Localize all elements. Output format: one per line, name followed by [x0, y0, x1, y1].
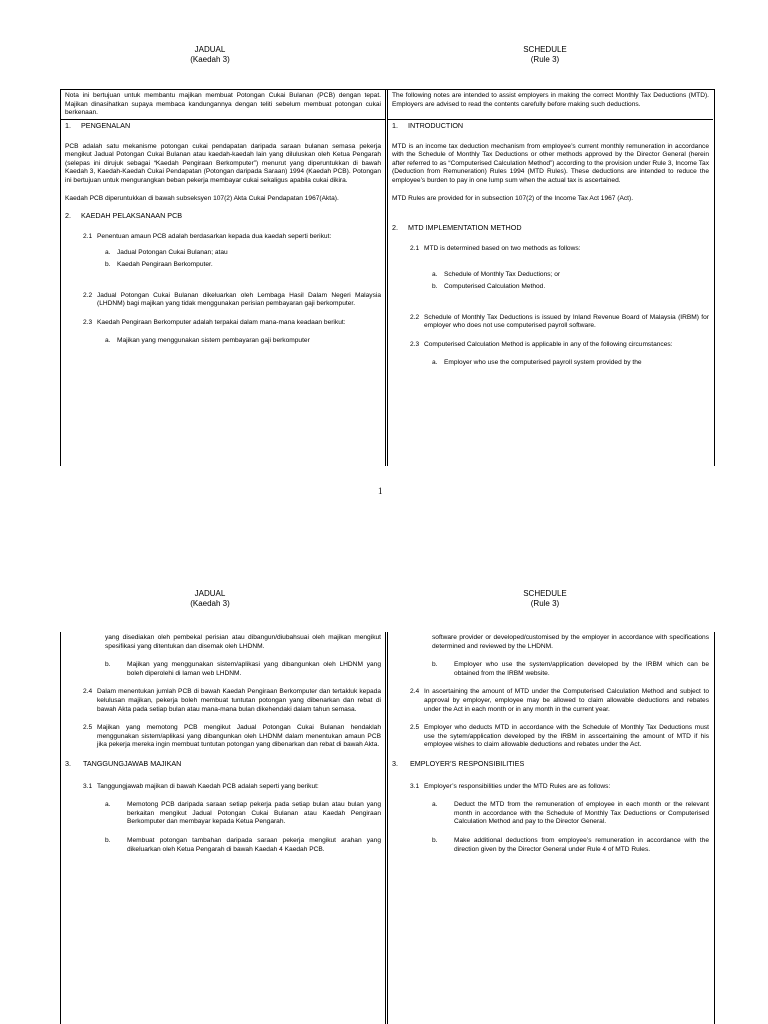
list-item: b. Employer who use the system/application developed by the IRBM which can be obtained from the IRBM website. — [432, 661, 709, 677]
continued-text: software provider or developed/customised by the employer in accordance with specifications determined and reviewed by the LHDNM. — [432, 634, 709, 650]
list-item: b. Kaedah Pengiraan Berkomputer. — [105, 260, 213, 268]
clause-2-2: 2.2 Schedule of Monthly Tax Deductions is issued by Inland Revenue Board of Malaysia (IRBM) for employer who does not use computerised payroll software. — [410, 313, 709, 330]
paragraph: MTD is an income tax deduction mechanism from employee’s current monthly remuneration in accordance with the Schedule of Monthly Tax Deductions or other methods approved by the Director General (herein after referred to as “Computerised Calculation Method”) according to the provision under Rule 3, Income Tax (Deduction from Remuneration) Rules 1994 (MTD Rules). These deductions are intended to reduce the employee’s burden to pay in one lump sum when the actual tax is ascertained. — [392, 142, 709, 184]
paragraph: PCB adalah satu mekanisme potongan cukai pendapatan daripada saraan bulanan semasa pekerja mengikut Jadual Potongan Cukai Bulanan atau kaedah-kaedah lain yang diluluskan oleh Ketua Pengarah (selepas ini dirujuk sebagai “Kaedah Pengiraan Berkomputer”) menurut yang diperuntukkan di bawah Kaedah 3, Kaedah-Kaedah Cukai Pendapatan (Potongan daripada Saraan) 1994 (Kaedah PCB). Potongan ini bertujuan untuk mengurangkan beban pekerja membayar cukai sekaligus apabila cukai dikira. — [65, 142, 381, 184]
list-item: b. Computerised Calculation Method. — [432, 282, 546, 290]
header-left — [60, 45, 360, 65]
header-left — [60, 589, 360, 609]
clause-2-1: 2.1 MTD is determined based on two methods as follows: — [410, 244, 581, 252]
list-item: a. Memotong PCB daripada saraan setiap pekerja pada setiap bulan atau bulan yang berkaitan mengikut Jadual Potongan Cukai Bulanan atau Kaedah Pengiraan Berkomputer dan membayar kepada Ketua Pengarah. — [105, 801, 381, 826]
intro-note-malay: Nota ini bertujuan untuk membantu majikan membuat Potongan Cukai Bulanan (PCB) dengan tepat. Majikan dinasihatkan supaya membaca kandungannya dengan teliti sebelum membuat potongan cukai berkenaan. — [61, 90, 385, 120]
page-number: 1 — [378, 486, 383, 496]
header-left-title: JADUAL — [194, 45, 226, 54]
list-item: a. Deduct the MTD from the remuneration of employee in each month or the relevant month in accordance with the Schedule of Monthly Tax Deductions or Computerised Calculation Method and pay to the Director General. — [432, 801, 709, 826]
clause-3-1: 3.1 Employer’s responsibilities under the MTD Rules are as follows: — [410, 782, 611, 790]
header-left-title: JADUAL — [194, 589, 226, 598]
header-right-title: SCHEDULE — [523, 45, 567, 54]
english-column — [388, 632, 713, 1024]
list-item: b. Make additional deductions from employee’s remuneration in accordance with the direction given by the Director General under Rule 4 of MTD Rules. — [432, 836, 709, 853]
page-2 — [0, 512, 768, 1024]
header-right — [395, 45, 695, 65]
list-item: a. Schedule of Monthly Tax Deductions; or — [432, 271, 561, 279]
section-1-title: 1. INTRODUCTION — [392, 121, 464, 130]
header-right-subtitle: (Rule 3) — [530, 55, 560, 64]
header-right-title: SCHEDULE — [523, 589, 567, 598]
clause-3-1: 3.1 Tanggungjawab majikan di bawah Kaedah PCB adalah seperti yang berikut: — [83, 782, 319, 790]
clause-2-3: 2.3 Kaedah Pengiraan Berkomputer adalah terpakai dalam mana-mana keadaan berikut: — [83, 318, 346, 326]
clause-2-3: 2.3 Computerised Calculation Method is applicable in any of the following circumstances: — [410, 340, 673, 348]
section-3-title: 3. EMPLOYER’S RESPONSIBILITIES — [392, 758, 525, 768]
header-right — [395, 589, 695, 609]
paragraph: MTD Rules are provided for in subsection 107(2) of the Income Tax Act 1967 (Act). — [392, 194, 634, 202]
bilingual-table — [60, 632, 715, 1024]
english-column — [388, 90, 713, 466]
clause-2-2: 2.2 Jadual Potongan Cukai Bulanan dikeluarkan oleh Lembaga Hasil Dalam Negeri Malaysia (LHDNM) bagi majikan yang tidak menggunakan perisian pembayaran gaji berkomputer. — [83, 291, 381, 308]
section-3-title: 3. TANGGUNGJAWAB MAJIKAN — [65, 758, 182, 768]
header-left-subtitle: (Kaedah 3) — [190, 55, 230, 64]
clause-2-4: 2.4 In ascertaining the amount of MTD under the Computerised Calculation Method and subject to approval by employer, employee may be allowed to claim allowable deductions and rebates under the Act in each month or in any month in the current year. — [410, 688, 709, 713]
header-right-subtitle: (Rule 3) — [530, 599, 560, 608]
list-item: a. Jadual Potongan Cukai Bulanan; atau — [105, 249, 228, 257]
list-item: b. Majikan yang menggunakan sistem/aplikasi yang dibangunkan oleh LHDNM yang boleh diperolehi di laman web LHDNM. — [105, 661, 381, 677]
list-item: b. Membuat potongan tambahan daripada saraan pekerja mengikut arahan yang dikeluarkan oleh Ketua Pengarah di bawah Kaedah 4 Kaedah PCB. — [105, 836, 381, 853]
list-item: a. Employer who use the computerised payroll system provided by the — [432, 359, 642, 367]
header-left-subtitle: (Kaedah 3) — [190, 599, 230, 608]
clause-2-1: 2.1 Penentuan amaun PCB adalah berdasarkan kepada dua kaedah seperti berikut: — [83, 232, 332, 240]
clause-2-5: 2.5 Majikan yang memotong PCB mengikut Jadual Potongan Cukai Bulanan hendaklah menggunakan sistem/aplikasi yang dibangunkan oleh LHDNM dalam menentukan amaun PCB jika pekerja mereka ingin membuat tuntutan potongan yang dibenarkan dan rebat di bawah Akta. — [83, 724, 381, 749]
bilingual-table — [60, 89, 715, 466]
paragraph: Kaedah PCB diperuntukkan di bawah subseksyen 107(2) Akta Cukai Pendapatan 1967(Akta). — [65, 194, 339, 202]
section-2-title: 2. KAEDAH PELAKSANAAN PCB — [65, 211, 183, 221]
clause-2-4: 2.4 Dalam menentukan jumlah PCB di bawah Kaedah Pengiraan Berkomputer dan tertakluk kepada kelulusan majikan, pekerja boleh membuat tuntutan potongan yang dibenarkan dan rebat di bawah Akta pada setiap bulan atau mana-mana bulan dikehendaki dalam tahun semasa. — [83, 688, 381, 713]
list-item: a. Majikan yang menggunakan sistem pembayaran gaji berkomputer — [105, 337, 310, 345]
malay-column — [61, 632, 388, 1024]
section-2-title: 2. MTD IMPLEMENTATION METHOD — [392, 223, 522, 233]
continued-text: yang disediakan oleh pembekal perisian atau dibangun/diubahsuai oleh majikan mengikut spesifikasi yang ditentukan dan disemak oleh LHDNM. — [105, 634, 381, 650]
section-1-title: 1. PENGENALAN — [65, 121, 131, 130]
intro-note-english: The following notes are intended to assist employers in making the correct Monthly Tax Deductions (MTD). Employers are advised to read the contents carefully before making such deductions. — [388, 90, 713, 120]
clause-2-5: 2.5 Employer who deducts MTD in accordance with the Schedule of Monthly Tax Deductions must use the sytem/application developed by the IRBM in asscertaining the amount of MTD if his employee wishes to claim allowable deductions and rebates under the Act. — [410, 724, 709, 749]
malay-column — [61, 90, 388, 466]
